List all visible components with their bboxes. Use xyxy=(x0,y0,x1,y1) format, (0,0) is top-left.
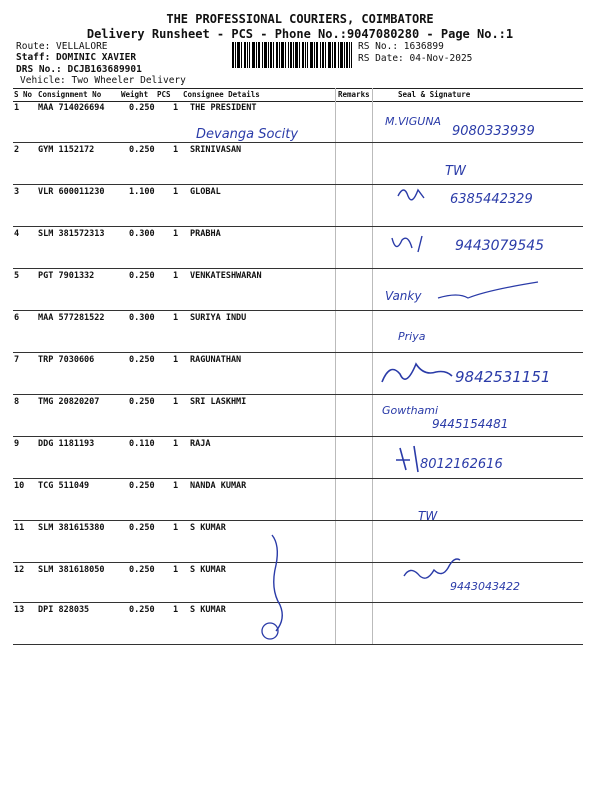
row-weight: 0.250 xyxy=(129,355,155,365)
handwritten-phone: 6385442329 xyxy=(450,192,533,207)
row-pcs: 1 xyxy=(173,397,179,407)
row-pcs: 1 xyxy=(173,439,179,449)
signature-text: Priya xyxy=(398,330,426,343)
row-pcs: 1 xyxy=(173,481,179,491)
table-row xyxy=(13,436,583,479)
row-weight: 1.100 xyxy=(129,187,155,197)
col-remarks: Remarks xyxy=(338,90,370,99)
row-consignment: GYM 1152172 xyxy=(38,145,95,155)
col-pcs: PCS xyxy=(157,90,171,99)
row-pcs: 1 xyxy=(173,605,179,615)
row-consignee: GLOBAL xyxy=(190,187,221,197)
row-pcs: 1 xyxy=(173,229,179,239)
row-consignment: SLM 381615380 xyxy=(38,523,105,533)
row-pcs: 1 xyxy=(173,187,179,197)
row-consignee: RAGUNATHAN xyxy=(190,355,242,365)
table-row xyxy=(13,562,583,603)
table-row xyxy=(13,268,583,311)
row-consignee: NANDA KUMAR xyxy=(190,481,247,491)
row-consignment: MAA 577281522 xyxy=(38,313,105,323)
handwritten-phone: 9443079545 xyxy=(455,238,545,254)
row-consignment: TCG 511049 xyxy=(38,481,90,491)
row-consignee: THE PRESIDENT xyxy=(190,103,257,113)
row-pcs: 1 xyxy=(173,313,179,323)
staff-label: Staff: DOMINIC XAVIER xyxy=(16,52,137,63)
handwritten-phone: 9842531151 xyxy=(455,368,551,386)
handwritten-phone: 9080333939 xyxy=(452,124,535,139)
row-consignee: S KUMAR xyxy=(190,605,226,615)
handwritten-phone: 9443043422 xyxy=(450,580,520,593)
row-sno: 2 xyxy=(14,145,20,155)
row-weight: 0.250 xyxy=(129,523,155,533)
row-consignee: VENKATESHWARAN xyxy=(190,271,262,281)
table-row xyxy=(13,478,583,521)
row-pcs: 1 xyxy=(173,565,179,575)
drs-number: DRS No.: DCJB163689901 xyxy=(16,64,142,75)
row-sno: 8 xyxy=(14,397,20,407)
row-sno: 7 xyxy=(14,355,20,365)
col-weight: Weight xyxy=(121,90,149,99)
row-pcs: 1 xyxy=(173,355,179,365)
row-consignee: S KUMAR xyxy=(190,565,226,575)
route-label: Route: VELLALORE xyxy=(16,41,108,52)
row-sno: 13 xyxy=(14,605,25,615)
table-row xyxy=(13,310,583,353)
table-row xyxy=(13,226,583,269)
row-weight: 0.250 xyxy=(129,103,155,113)
signature-text: Gowthami xyxy=(382,404,439,417)
row-weight: 0.250 xyxy=(129,605,155,615)
row-weight: 0.250 xyxy=(129,565,155,575)
rs-date: RS Date: 04-Nov-2025 xyxy=(358,53,473,64)
vehicle-label: Vehicle: Two Wheeler Delivery xyxy=(20,75,186,86)
table-row xyxy=(13,352,583,395)
col-consignee: Consignee Details xyxy=(183,90,260,99)
row-sno: 6 xyxy=(14,313,20,323)
row-consignment: MAA 714026694 xyxy=(38,103,105,113)
row-sno: 5 xyxy=(14,271,20,281)
row-consignment: PGT 7901332 xyxy=(38,271,95,281)
row-sno: 10 xyxy=(14,481,25,491)
row-consignee: SRINIVASAN xyxy=(190,145,242,155)
row-consignment: TMG 20820207 xyxy=(38,397,100,407)
row-consignee: RAJA xyxy=(190,439,211,449)
barcode-image xyxy=(232,42,352,68)
table-row xyxy=(13,184,583,227)
row-pcs: 1 xyxy=(173,145,179,155)
col-signature: Seal & Signature xyxy=(398,90,471,99)
row-consignment: SLM 381618050 xyxy=(38,565,105,575)
row-consignment: DDG 1181193 xyxy=(38,439,95,449)
row-sno: 12 xyxy=(14,565,25,575)
handwritten-note: Devanga Socity xyxy=(196,127,299,142)
row-pcs: 1 xyxy=(173,103,179,113)
row-consignee: S KUMAR xyxy=(190,523,226,533)
row-weight: 0.250 xyxy=(129,481,155,491)
rs-number: RS No.: 1636899 xyxy=(358,41,444,52)
row-sno: 1 xyxy=(14,103,20,113)
row-consignment: DPI 828035 xyxy=(38,605,90,615)
row-consignment: TRP 7030606 xyxy=(38,355,95,365)
row-consignee: PRABHA xyxy=(190,229,221,239)
col-sno: S No xyxy=(14,90,33,99)
row-weight: 0.250 xyxy=(129,397,155,407)
signature-text: TW xyxy=(418,509,438,523)
table-row xyxy=(13,394,583,437)
row-sno: 3 xyxy=(14,187,20,197)
runsheet-title: Delivery Runsheet - PCS - Phone No.:9047080280 - Page No.:1 xyxy=(86,27,514,41)
row-consignee: SURIYA INDU xyxy=(190,313,247,323)
table-row xyxy=(13,100,583,143)
row-weight: 0.300 xyxy=(129,313,155,323)
signature-text: Vanky xyxy=(385,289,422,303)
row-weight: 0.110 xyxy=(129,439,155,449)
handwritten-phone: 8012162616 xyxy=(420,457,503,472)
row-sno: 9 xyxy=(14,439,20,449)
table-row xyxy=(13,142,583,185)
row-consignment: VLR 600011230 xyxy=(38,187,105,197)
row-weight: 0.250 xyxy=(129,271,155,281)
table-row xyxy=(13,520,583,563)
company-name: THE PROFESSIONAL COURIERS, COIMBATORE xyxy=(166,12,434,26)
col-consignment: Consignment No xyxy=(38,90,102,99)
row-consignment: SLM 381572313 xyxy=(38,229,105,239)
row-sno: 4 xyxy=(14,229,20,239)
row-pcs: 1 xyxy=(173,523,179,533)
row-sno: 11 xyxy=(14,523,25,533)
signature-text: M.VIGUNA xyxy=(385,115,442,128)
signature-text: TW xyxy=(445,164,466,179)
table-row xyxy=(13,602,583,645)
row-consignee: SRI LASKHMI xyxy=(190,397,247,407)
handwritten-phone: 9445154481 xyxy=(432,417,509,431)
row-pcs: 1 xyxy=(173,271,179,281)
row-weight: 0.250 xyxy=(129,145,155,155)
row-weight: 0.300 xyxy=(129,229,155,239)
